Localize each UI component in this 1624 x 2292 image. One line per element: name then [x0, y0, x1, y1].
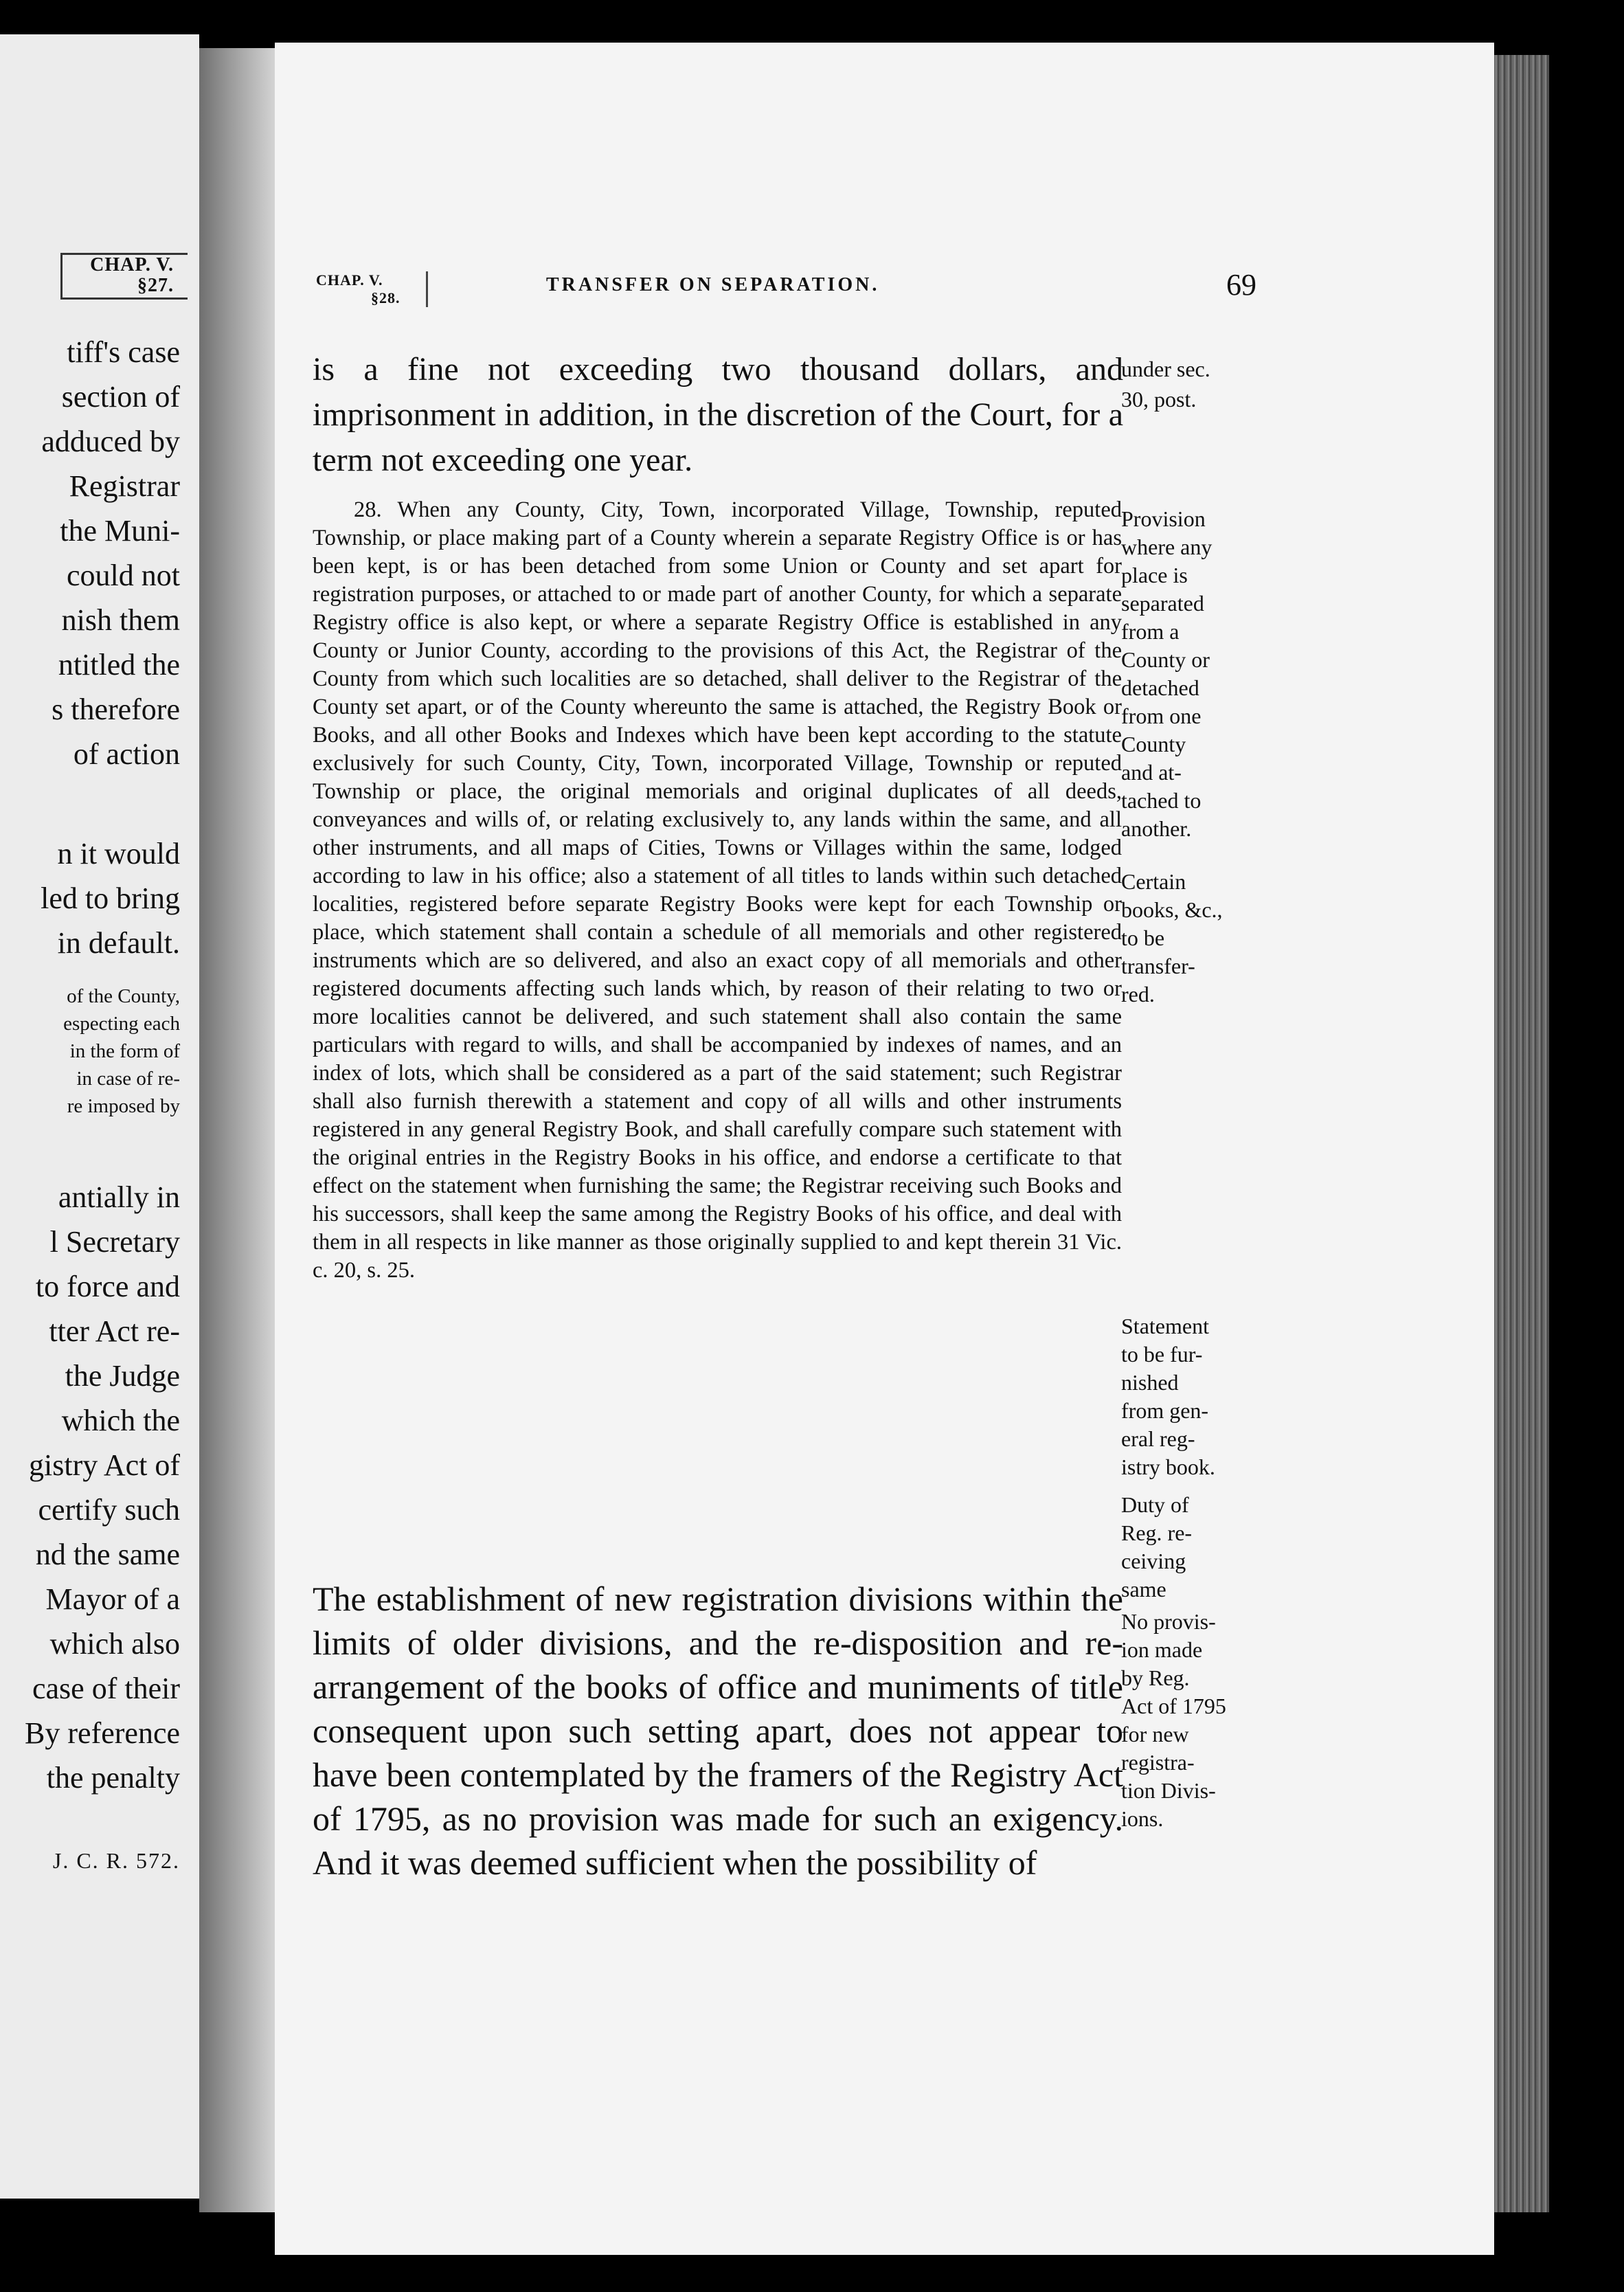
- facing-line: which also: [49, 1627, 180, 1661]
- margin-note-line: by Reg.: [1121, 1665, 1190, 1690]
- margin-note-line: to be: [1121, 925, 1165, 950]
- facing-line: section of: [61, 380, 180, 414]
- facing-section-label: §27.: [137, 275, 174, 296]
- page-number: 69: [1226, 268, 1256, 302]
- facing-line: in the form of: [69, 1040, 180, 1062]
- closing-paragraph: The establishment of new registration divisions within the limits of older divisions, and the re-disposition and re-arrangement of the books of office and muniments of title consequent upon such setting apart, does not appear to have been contemplated by the framers of the Registry Act of 1795, as no provision was made for such an exigency. And it was deemed sufficient when the possibility of: [313, 1580, 1123, 1882]
- facing-line: n it would: [57, 837, 180, 870]
- facing-line: certify such: [38, 1493, 180, 1527]
- facing-page-header: [60, 253, 188, 300]
- facing-text-block-one: [41, 330, 180, 776]
- running-head: [316, 268, 1271, 313]
- margin-note-duty: [1121, 1491, 1279, 1604]
- facing-line: in case of re-: [76, 1068, 180, 1090]
- margin-note-line: Duty of: [1121, 1492, 1189, 1517]
- facing-line: l Secretary: [49, 1225, 180, 1259]
- margin-note-certain-books: [1121, 868, 1279, 1009]
- facing-line: tter Act re-: [49, 1314, 180, 1348]
- margin-note-line: under sec.: [1121, 357, 1210, 381]
- margin-note-line: from a: [1121, 619, 1180, 644]
- chapter-section-ref: [316, 271, 428, 307]
- margin-note-line: detached: [1121, 675, 1199, 700]
- margin-note-line: Act of 1795: [1121, 1694, 1226, 1718]
- facing-line: in default.: [57, 926, 180, 960]
- margin-note-line: ceiving: [1121, 1549, 1186, 1573]
- margin-note-line: for new: [1121, 1722, 1189, 1746]
- margin-note-line: transfer-: [1121, 954, 1195, 978]
- facing-reference: J. C. R. 572.: [52, 1848, 180, 1873]
- margin-note-line: nished: [1121, 1370, 1179, 1395]
- facing-line: the Muni-: [60, 514, 180, 548]
- margin-note-line: from one: [1121, 704, 1202, 728]
- facing-page-fragment: [0, 34, 199, 2199]
- margin-note-line: Provision: [1121, 506, 1206, 531]
- margin-note-line: Statement: [1121, 1314, 1209, 1338]
- facing-text-block-two: [41, 831, 180, 965]
- margin-note-line: istry book.: [1121, 1454, 1215, 1479]
- margin-note-line: County or: [1121, 647, 1210, 672]
- facing-line: the penalty: [46, 1761, 180, 1795]
- margin-note-line: ion made: [1121, 1637, 1203, 1662]
- margin-note-line: County: [1121, 732, 1186, 756]
- page-stack-edge: [1494, 55, 1549, 2212]
- margin-note-line: tached to: [1121, 788, 1202, 813]
- margin-note-line: red.: [1121, 982, 1155, 1007]
- margin-note-line: to be fur-: [1121, 1342, 1203, 1367]
- facing-line: to force and: [35, 1270, 180, 1303]
- facing-line: especting each: [63, 1013, 180, 1035]
- margin-note-statement: [1121, 1312, 1279, 1481]
- margin-note-line: books, &c.,: [1121, 897, 1223, 922]
- running-title: TRANSFER ON SEPARATION.: [546, 274, 880, 295]
- facing-line: By reference: [25, 1716, 180, 1750]
- margin-note-line: another.: [1121, 816, 1192, 841]
- facing-line: nish them: [61, 603, 180, 637]
- facing-text-block-four: [25, 1175, 180, 1800]
- facing-line: antially in: [58, 1180, 180, 1214]
- section-28-text: 28. When any County, City, Town, incorporated Village, Township, reputed Township, or place making part of a County wherein a separate Registry Office is or has been kept, is or has been detached from some Union or County and set apart for registration purposes, or attached to or made part of another County, for which a separate Registry office is also kept, or where a separate Registry Office is established in any County or Junior County, according to the provisions of this Act, the Registrar of the County from which such localities are so detached, shall deliver to the Registrar of the County set apart, or of the County whereunto the same is attached, the Registry Book or Books, and all other Books and Indexes which have been kept according to the statute exclusively for such County, City, Town, incorporated Village, Township or reputed Township or place, the original memorials and original duplicates of all deeds, conveyances and wills of, or relating exclusively to, any lands within the same, and all other instruments, and all maps of Cities, Towns or Villages within the same, lodged according to law in his office; also a statement of all titles to lands within such detached localities, registered before separate Registry Books were kept for each Township or place, which statement shall contain a schedule of all memorials and other registered instruments which are so delivered, and also an exact copy of all memorials and other registered documents affecting such lands which, by reason of their relating to two or more localities cannot be delivered, and such statement shall also contain the same particulars with regard to wills, and shall be accompanied by indexes of names, and an index of lots, which shall be considered as a part of the said statement; such Registrar shall also furnish therewith a statement and copy of all wills and other instruments registered in any general Registry Book, and shall carefully compare such statement with the original entries in the Registry Books in his office, and endorse a certificate to that effect on the statement when furnishing the same; the Registrar receiving such Books and his successors, shall keep the same among the Registry Books of his office, and deal with them in all respects in like manner as those originally supplied to and kept therein 31 Vic. c. 20, s. 25.: [313, 497, 1122, 1283]
- facing-line: tiff's case: [67, 335, 180, 369]
- margin-note-line: separated: [1121, 591, 1204, 616]
- facing-line: gistry Act of: [29, 1448, 180, 1482]
- facing-line: the Judge: [65, 1359, 180, 1393]
- facing-line: of the County,: [67, 985, 180, 1007]
- section-label: §28.: [371, 289, 401, 306]
- margin-note-line: No provis-: [1121, 1609, 1216, 1634]
- margin-note-line: ions.: [1121, 1806, 1164, 1831]
- margin-note-line: from gen-: [1121, 1398, 1209, 1423]
- margin-note-line: Certain: [1121, 869, 1186, 894]
- margin-note-line: 30, post.: [1121, 387, 1197, 412]
- facing-line: ntitled the: [58, 648, 180, 682]
- facing-line: re imposed by: [67, 1095, 180, 1117]
- margin-note-line: where any: [1121, 535, 1213, 559]
- facing-line: adduced by: [41, 425, 180, 458]
- facing-line: nd the same: [35, 1538, 180, 1571]
- facing-line: led to bring: [41, 881, 180, 915]
- facing-line: case of their: [32, 1672, 180, 1705]
- facing-line: could not: [67, 559, 180, 592]
- margin-note-line: eral reg-: [1121, 1426, 1195, 1451]
- facing-line: of action: [73, 737, 180, 771]
- facing-line: which the: [61, 1404, 180, 1437]
- facing-chap-label: CHAP. V.: [90, 254, 174, 276]
- margin-note-under-sec: [1121, 354, 1269, 414]
- chapter-label: CHAP. V.: [316, 271, 383, 289]
- margin-note-line: same: [1121, 1577, 1166, 1602]
- margin-note-line: place is: [1121, 563, 1188, 587]
- margin-note-line: registra-: [1121, 1750, 1195, 1775]
- facing-line: s therefore: [52, 693, 180, 726]
- facing-line: Registrar: [69, 469, 180, 503]
- margin-note-provision: [1121, 505, 1279, 843]
- margin-note-line: and at-: [1121, 760, 1182, 785]
- margin-note-no-provision: [1121, 1608, 1279, 1833]
- margin-note-line: Reg. re-: [1121, 1520, 1193, 1545]
- facing-text-block-three: [63, 982, 180, 1120]
- intro-paragraph: is a fine not exceeding two thousand dollars, and imprisonment in addition, in the discretion of the Court, for a term not exceeding one year.: [313, 351, 1123, 478]
- facing-line: Mayor of a: [45, 1582, 180, 1616]
- margin-note-line: tion Divis-: [1121, 1778, 1216, 1803]
